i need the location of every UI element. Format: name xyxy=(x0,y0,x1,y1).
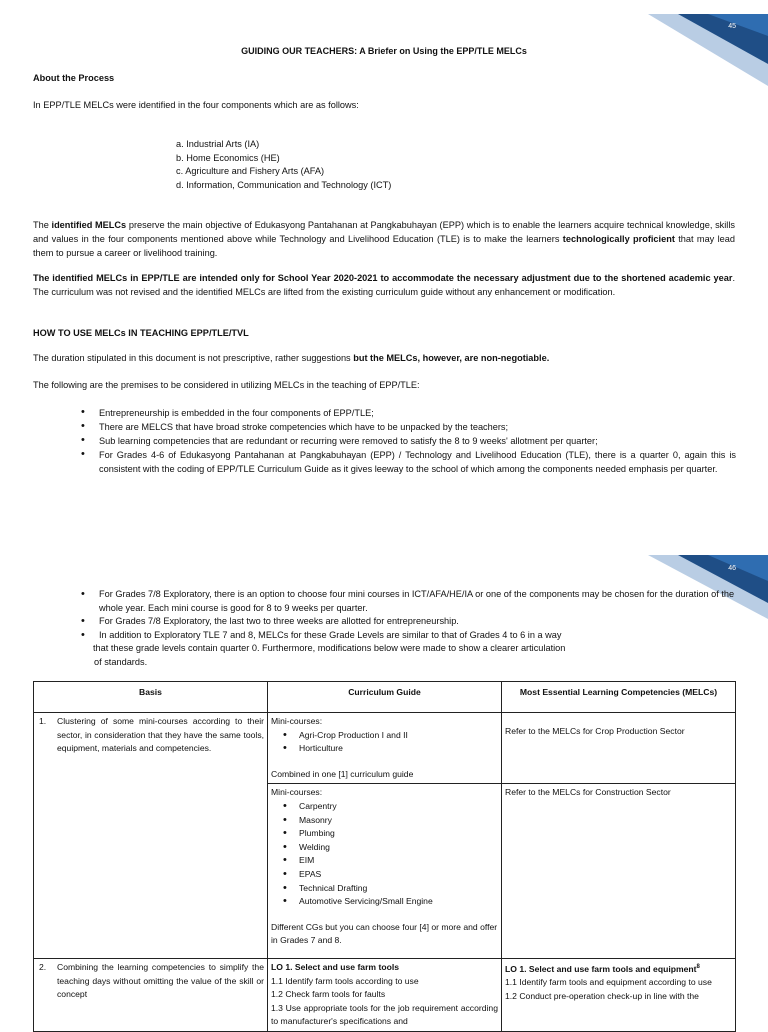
exploratory-notes-list xyxy=(81,588,736,670)
melcs-cell: Refer to the MELCs for Crop Production Sector xyxy=(502,713,736,784)
melcs-cell xyxy=(502,958,736,1031)
learning-outcome xyxy=(505,961,732,976)
list-item: • For Grades 7/8 Exploratory, the last two to three weeks are allotted for entrepreneurship. xyxy=(81,615,736,629)
mini-courses-label: Mini-courses: xyxy=(271,716,323,726)
text-run-bold: identified MELCs xyxy=(51,220,127,230)
basis-cell xyxy=(34,958,268,1031)
learning-outcome: LO 1. Select and use farm tools xyxy=(271,961,399,972)
mini-course-list xyxy=(271,800,498,909)
list-item-continuation: that these grade levels contain quarter 0. Furthermore, modifications below were made to show a clearer articulation xyxy=(93,643,566,654)
page-gap xyxy=(0,540,768,555)
intro-text: In EPP/TLE MELCs were identified in the four components which are as follows: xyxy=(33,100,359,110)
table-header-row xyxy=(34,682,736,713)
page-number: 45 xyxy=(728,23,736,30)
footnote-marker: 8 xyxy=(696,963,700,970)
school-year-paragraph xyxy=(33,272,735,300)
list-item: • EPAS xyxy=(271,868,498,882)
text-run: The xyxy=(33,220,52,230)
modifications-table xyxy=(33,681,736,1032)
page-number: 46 xyxy=(728,565,736,572)
list-item: • Sub learning competencies that are redundant or recurring were removed to satisfy the 8 to 9 weeks' allotment per quarter; xyxy=(81,434,736,448)
premises-intro: The following are the premises to be considered in utilizing MELCs in the teaching of EPP/TLE: xyxy=(33,380,420,390)
basis-text: Clustering of some mini-courses according to their sector, in consideration that they have the same tools, equipment, materials and competencies. xyxy=(57,716,264,754)
text-run-bold: but the MELCs, however, are non-negotiable. xyxy=(353,353,550,363)
premises-list xyxy=(81,406,736,476)
table-row xyxy=(34,958,736,1031)
text-run-bold: technologically proficient xyxy=(562,233,675,244)
list-item: • Masonry xyxy=(271,814,498,828)
list-item: • EIM xyxy=(271,854,498,868)
cg-note: Combined in one [1] curriculum guide xyxy=(271,768,414,779)
document-title: GUIDING OUR TEACHERS: A Briefer on Using the EPP/TLE MELCs xyxy=(241,46,527,56)
basis-cell xyxy=(34,713,268,959)
list-item: • Plumbing xyxy=(271,827,498,841)
text-run: that may lead them to pursue a career or livelihood training. xyxy=(33,233,735,258)
competency-line: 1.1 Identify farm tools according to use xyxy=(271,975,419,986)
row-number: 1. xyxy=(39,716,47,726)
melcs-objective-paragraph xyxy=(33,219,735,260)
basis-text: Combining the learning competencies to simplify the teaching days without omitting the value of the skill or concept xyxy=(57,961,264,1000)
list-item: • Horticulture xyxy=(271,742,498,756)
cg-note: Different CGs but you can choose four [4] or more and offer in Grades 7 and 8. xyxy=(271,921,498,946)
list-item: a. Industrial Arts (IA) xyxy=(176,139,260,149)
mini-course-list xyxy=(271,729,498,756)
row-number: 2. xyxy=(39,961,47,972)
list-item: b. Home Economics (HE) xyxy=(176,152,280,163)
list-item: c. Agriculture and Fishery Arts (AFA) xyxy=(176,166,325,177)
list-item: • Technical Drafting xyxy=(271,882,498,896)
list-item: • Entrepreneurship is embedded in the four components of EPP/TLE; xyxy=(81,406,736,420)
text-run: The duration stipulated in this document is not prescriptive, rather suggestions xyxy=(33,353,354,363)
list-item-continuation: of standards. xyxy=(94,656,148,667)
table-row xyxy=(34,713,736,784)
list-item: • Welding xyxy=(271,841,498,855)
list-item: d. Information, Communication and Technology (ICT) xyxy=(176,180,392,191)
column-header-curriculum-guide: Curriculum Guide xyxy=(268,682,502,713)
list-item: • For Grades 4-6 of Edukasyong Pantahanan at Pangkabuhayan (EPP) / Technology and Livelihood Education (TLE), there is a quarter 0, again this is consistent with the coding of EPP/TLE Curriculum Guide as it gives leeway to the school of which among the components needed emphasis per quarter. xyxy=(81,448,736,476)
text-run: LO 1. Select and use farm tools and equipment xyxy=(505,963,697,974)
list-item: • Agri-Crop Production I and II xyxy=(271,729,498,743)
column-header-melcs: Most Essential Learning Competencies (MELCs) xyxy=(502,682,736,713)
how-to-heading: HOW TO USE MELCs IN TEACHING EPP/TLE/TVL xyxy=(33,328,249,338)
competency-line: 1.2 Check farm tools for faults xyxy=(271,989,386,1000)
list-item: • Carpentry xyxy=(271,800,498,814)
list-item: • Automotive Servicing/Small Engine xyxy=(271,895,498,909)
section-heading: About the Process xyxy=(33,73,115,83)
list-item: • There are MELCS that have broad stroke competencies which have to be unpacked by the teachers; xyxy=(81,420,736,434)
list-item: • In addition to Exploratory TLE 7 and 8, MELCs for these Grade Levels are similar to that of Grades 4 to 6 in a way xyxy=(81,629,736,643)
list-item: • For Grades 7/8 Exploratory, there is an option to choose four mini courses in ICT/AFA/HE/IA or one of the components may be chosen for the duration of the whole year. Each mini course is good for 8 to 9 weeks per quarter. xyxy=(81,588,736,615)
curriculum-guide-cell xyxy=(268,784,502,959)
text-run-bold: The identified MELCs in EPP/TLE are intended only for School Year 2020-2021 to accommodate the necessary adjustment due to the shortened academic year xyxy=(33,273,733,283)
competency-line: 1.2 Conduct pre-operation check-up in line with the xyxy=(505,990,699,1001)
text-run: preserve the main objective of Edukasyong Pantahanan at Pangkabuhayan (EPP) which is to enable the learners acquire technical knowledge, skills and values in the four components mentioned above while Technology and Livelihood Education (TLE) is to make the learners xyxy=(33,220,735,244)
mini-courses-label: Mini-courses: xyxy=(271,787,323,798)
text-run: . The curriculum was not revised and the identified MELCs are lifted from the existing curriculum guide without any enhancement or modification. xyxy=(33,273,735,297)
column-header-basis: Basis xyxy=(34,682,268,713)
duration-paragraph xyxy=(33,352,735,365)
melcs-cell: Refer to the MELCs for Construction Sector xyxy=(502,784,736,959)
components-list xyxy=(176,138,391,193)
curriculum-guide-cell xyxy=(268,713,502,784)
curriculum-guide-cell xyxy=(268,958,502,1031)
competency-line: 1.3 Use appropriate tools for the job requirement according to manufacturer's specifications and xyxy=(271,1002,498,1027)
competency-line: 1.1 Identify farm tools and equipment according to use xyxy=(505,977,712,988)
